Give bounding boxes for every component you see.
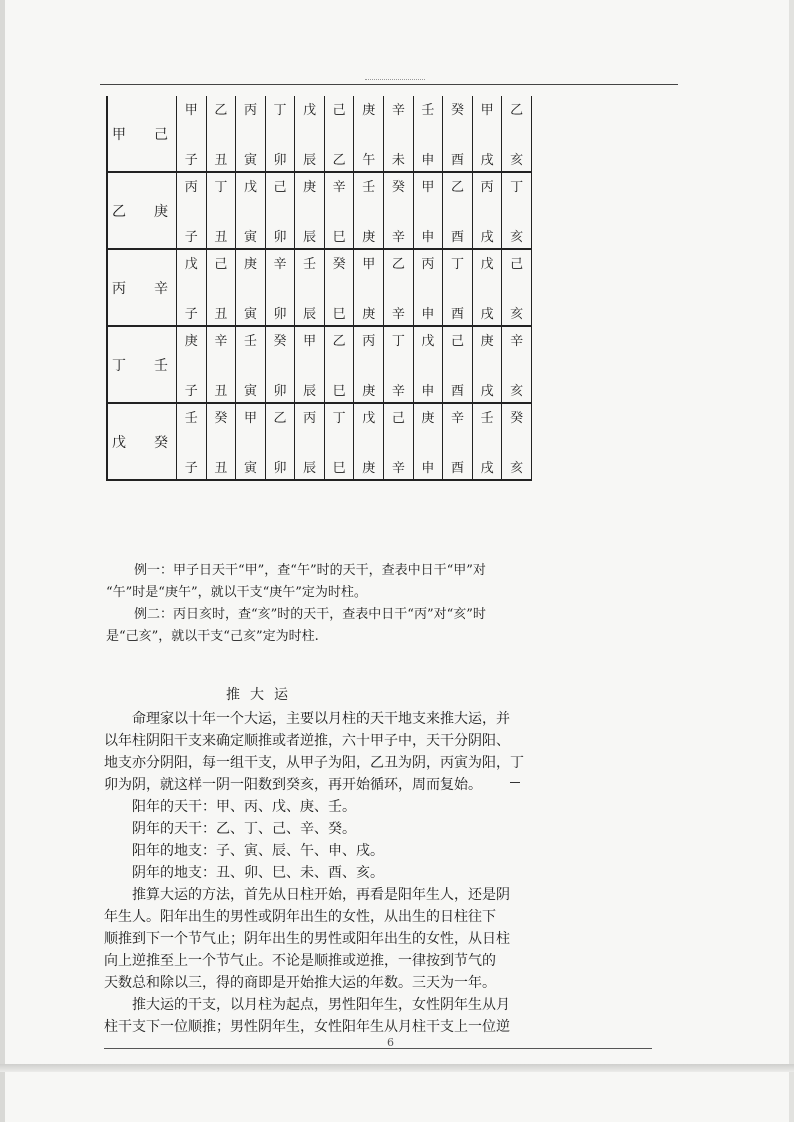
para-line: 推大运的干支，以月柱为起点，男性阳年生，女性阴年生从月 [132,997,510,1013]
stem-cell: 丙 [472,172,502,198]
branch-cell: 卯 [265,454,295,480]
stem-cell: 庚 [295,172,325,198]
stem-cell: 庚 [177,326,207,352]
tick-cell [443,121,473,146]
tick-cell [265,121,295,146]
stem-cell: 己 [443,326,473,352]
branch-cell: 酉 [443,300,473,326]
tick-cell [413,352,443,377]
branch-cell: 庚 [354,377,384,403]
para-line: 顺推到下一个节气止；阴年出生的男性或阳年出生的女性，从日柱 [104,931,510,947]
stem-cell: 癸 [206,403,236,429]
branch-cell: 庚 [354,223,384,249]
stem-cell: 庚 [413,403,443,429]
branch-cell: 丑 [206,146,236,172]
example-two-line-1: 例二：丙日亥时，查“亥”时的天干，查表中日干“丙”对“亥”时 [134,607,486,622]
tick-cell [502,198,532,223]
para-line: 柱干支下一位顺推；男性阴年生，女性阳年生从月柱干支上一位逆 [104,1019,510,1035]
tick-cell [295,429,325,454]
branch-cell: 寅 [236,223,266,249]
stem-cell: 己 [206,249,236,275]
branch-cell: 申 [413,377,443,403]
scan-edge-left [0,0,5,1122]
example-one-line-1: 例一：甲子日天干“甲”，查“午”时的天干，查表中日干“甲”对 [134,563,486,578]
para-line: 以年柱阴阳干支来确定顺推或者逆推，六十甲子中，天干分阴阳、 [104,733,510,749]
day-stem-label [107,96,177,172]
stem-cell: 丙 [413,249,443,275]
stem-cell: 癸 [324,249,354,275]
branch-cell: 子 [177,300,207,326]
header-rule [100,84,678,85]
tick-cell [384,198,414,223]
tick-cell [236,198,266,223]
list-item: 阳年的天干：甲、丙、戊、庚、壬。 [132,799,356,815]
stem-cell: 辛 [502,326,532,352]
tick-cell [413,198,443,223]
tick-cell [265,275,295,300]
branch-cell: 亥 [502,223,532,249]
stem-cell: 丙 [177,172,207,198]
example-two [106,604,551,648]
stem-cell: 庚 [472,326,502,352]
paragraph-intro [104,708,524,796]
margin-dash [510,782,520,783]
stem-cell: 乙 [384,249,414,275]
stem-cell: 癸 [384,172,414,198]
day-stem-left: 甲 [112,126,126,143]
ganzhi-table [106,96,532,481]
stem-cell: 戊 [295,96,325,121]
branch-cell: 午 [354,146,384,172]
branch-cell: 辛 [384,223,414,249]
stem-cell: 丁 [265,96,295,121]
stem-cell: 丁 [206,172,236,198]
tick-cell [354,429,384,454]
branch-cell: 辰 [295,377,325,403]
stem-cell: 甲 [354,249,384,275]
branch-cell: 亥 [502,377,532,403]
branch-cell: 丑 [206,223,236,249]
tick-cell [384,275,414,300]
scan-edge-right [789,0,794,1122]
stem-cell: 癸 [265,326,295,352]
yin-yang-list [104,796,524,884]
branch-cell: 申 [413,146,443,172]
tick-cell [354,275,384,300]
stem-row [107,249,532,275]
tick-cell [472,429,502,454]
example-one-line-2: “午”时是“庚午”，就以干支“庚午”定为时柱。 [106,585,367,600]
day-stem-right: 辛 [154,280,168,297]
branch-cell: 子 [177,454,207,480]
tick-cell [265,429,295,454]
stem-cell: 丁 [443,249,473,275]
para-line: 天数总和除以三，得的商即是开始推大运的年数。三天为一年。 [104,975,496,991]
branch-cell: 申 [413,454,443,480]
para-line: 推算大运的方法，首先从日柱开始，再看是阳年生人，还是阴 [132,887,510,903]
para-line: 卯为阴，就这样一阴一阳数到癸亥，再开始循环，周而复始。 [104,777,482,793]
branch-cell: 庚 [354,300,384,326]
stem-cell: 丁 [324,403,354,429]
stem-cell: 壬 [236,326,266,352]
branch-cell: 庚 [354,454,384,480]
tick-cell [384,352,414,377]
stem-cell: 壬 [177,403,207,429]
day-stem-right: 癸 [154,434,168,451]
stem-cell: 戊 [177,249,207,275]
branch-cell: 寅 [236,377,266,403]
stem-cell: 己 [384,403,414,429]
day-stem-label [107,403,177,480]
branch-cell: 寅 [236,300,266,326]
stem-cell: 辛 [206,326,236,352]
stem-cell: 庚 [354,96,384,121]
branch-cell: 戌 [472,377,502,403]
stem-cell: 辛 [265,249,295,275]
branch-cell: 申 [413,223,443,249]
branch-cell: 寅 [236,146,266,172]
branch-cell: 寅 [236,454,266,480]
day-stem-left: 丁 [112,357,126,374]
stem-cell: 己 [502,249,532,275]
stem-row [107,172,532,198]
stem-cell: 辛 [324,172,354,198]
tick-cell [236,352,266,377]
tick-cell [384,121,414,146]
branch-cell: 未 [384,146,414,172]
stem-row [107,326,532,352]
section-heading: 推大运 [226,687,298,703]
tick-cell [206,198,236,223]
tick-cell [265,352,295,377]
tick-cell [472,352,502,377]
branch-cell: 子 [177,377,207,403]
branch-cell: 酉 [443,454,473,480]
branch-cell: 辛 [384,377,414,403]
branch-cell: 子 [177,146,207,172]
tick-cell [177,352,207,377]
tick-cell [472,275,502,300]
tick-cell [502,429,532,454]
day-stem-right: 己 [154,126,168,143]
tick-cell [295,121,325,146]
tick-cell [236,275,266,300]
tick-cell [236,429,266,454]
stem-cell: 丁 [384,326,414,352]
day-stem-right: 壬 [154,357,168,374]
stem-cell: 己 [265,172,295,198]
list-item: 阴年的地支：丑、卯、巳、未、酉、亥。 [132,865,384,881]
stem-cell: 庚 [236,249,266,275]
day-stem-label [107,172,177,249]
stem-cell: 癸 [443,96,473,121]
branch-cell: 辰 [295,454,325,480]
branch-cell: 亥 [502,300,532,326]
stem-cell: 戊 [354,403,384,429]
stem-cell: 甲 [236,403,266,429]
branch-cell: 巳 [324,454,354,480]
tick-cell [177,275,207,300]
branch-cell: 巳 [324,377,354,403]
tick-cell [502,275,532,300]
branch-cell: 丑 [206,300,236,326]
stem-cell: 乙 [265,403,295,429]
stem-cell: 戊 [413,326,443,352]
tick-cell [443,429,473,454]
day-stem-left: 乙 [112,203,126,220]
para-line: 年生人。阳年出生的男性或阴年出生的女性，从出生的日柱往下 [104,909,496,925]
stem-cell: 己 [324,96,354,121]
tick-cell [413,429,443,454]
branch-cell: 巳 [324,223,354,249]
example-one [106,560,551,604]
stem-cell: 甲 [177,96,207,121]
branch-cell: 辰 [295,223,325,249]
stem-cell: 乙 [324,326,354,352]
stem-cell: 甲 [295,326,325,352]
tick-cell [206,429,236,454]
tick-cell [206,352,236,377]
stem-row [107,96,532,121]
branch-cell: 卯 [265,300,295,326]
tick-cell [236,121,266,146]
tick-cell [324,121,354,146]
paragraph-method [104,884,524,994]
branch-cell: 巳 [324,300,354,326]
stem-cell: 癸 [502,403,532,429]
day-stem-label [107,249,177,326]
branch-cell: 戌 [472,454,502,480]
stem-cell: 丙 [354,326,384,352]
branch-cell: 酉 [443,146,473,172]
hour-stem-table [106,96,532,481]
day-stem-left: 戊 [112,434,126,451]
branch-cell: 戌 [472,223,502,249]
stem-row [107,403,532,429]
tick-cell [443,198,473,223]
paragraph-direction [104,994,524,1038]
stem-cell: 乙 [206,96,236,121]
tick-cell [502,121,532,146]
tick-cell [472,121,502,146]
tick-cell [413,121,443,146]
tick-cell [443,275,473,300]
footer-rule [104,1048,652,1049]
tick-cell [324,429,354,454]
branch-cell: 亥 [502,454,532,480]
tick-cell [177,198,207,223]
tick-cell [206,121,236,146]
branch-cell: 卯 [265,146,295,172]
tick-cell [354,198,384,223]
stem-cell: 戊 [472,249,502,275]
branch-cell: 辰 [295,146,325,172]
tick-cell [354,352,384,377]
tick-cell [177,121,207,146]
stem-cell: 乙 [502,96,532,121]
tick-cell [206,275,236,300]
branch-cell: 亥 [502,146,532,172]
para-line: 地支亦分阴阳，每一组干支，从甲子为阳，乙丑为阴，丙寅为阳，丁 [104,755,524,771]
tick-cell [502,352,532,377]
branch-cell: 辛 [384,454,414,480]
stem-cell: 壬 [413,96,443,121]
day-stem-right: 庚 [154,203,168,220]
branch-cell: 卯 [265,223,295,249]
branch-cell: 戌 [472,146,502,172]
stem-cell: 丙 [295,403,325,429]
stem-cell: 壬 [472,403,502,429]
stem-cell: 丙 [236,96,266,121]
branch-cell: 辛 [384,300,414,326]
tick-cell [177,429,207,454]
list-item: 阳年的地支：子、寅、辰、午、申、戌。 [132,843,384,859]
stem-cell: 辛 [384,96,414,121]
list-item: 阴年的天干：乙、丁、己、辛、癸。 [132,821,356,837]
branch-cell: 卯 [265,377,295,403]
page-number: 6 [387,1036,394,1049]
day-stem-left: 丙 [112,280,126,297]
stem-cell: 辛 [443,403,473,429]
stem-cell: 壬 [354,172,384,198]
para-line: 向上逆推至上一个节气止。不论是顺推或逆推，一律按到节气的 [104,953,496,969]
branch-cell: 酉 [443,223,473,249]
stem-cell: 丁 [502,172,532,198]
branch-cell: 戌 [472,300,502,326]
branch-cell: 酉 [443,377,473,403]
tick-cell [384,429,414,454]
branch-cell: 丑 [206,377,236,403]
tick-cell [324,275,354,300]
tick-cell [472,198,502,223]
day-stem-label [107,326,177,403]
stem-cell: 乙 [443,172,473,198]
tick-cell [295,198,325,223]
header-rule-mark [365,79,425,80]
tick-cell [265,198,295,223]
stem-cell: 壬 [295,249,325,275]
branch-cell: 辰 [295,300,325,326]
stem-cell: 甲 [413,172,443,198]
scan-bottom-shadow [0,1064,794,1072]
tick-cell [295,352,325,377]
stem-cell: 戊 [236,172,266,198]
branch-cell: 丑 [206,454,236,480]
tick-cell [295,275,325,300]
stem-cell: 甲 [472,96,502,121]
branch-cell: 申 [413,300,443,326]
tick-cell [443,352,473,377]
branch-cell: 乙 [324,146,354,172]
tick-cell [324,352,354,377]
tick-cell [413,275,443,300]
example-two-line-2: 是“己亥”，就以干支“己亥”定为时柱. [106,629,319,644]
tick-cell [324,198,354,223]
branch-cell: 子 [177,223,207,249]
tick-cell [354,121,384,146]
para-line: 命理家以十年一个大运，主要以月柱的天干地支来推大运，并 [132,711,510,727]
